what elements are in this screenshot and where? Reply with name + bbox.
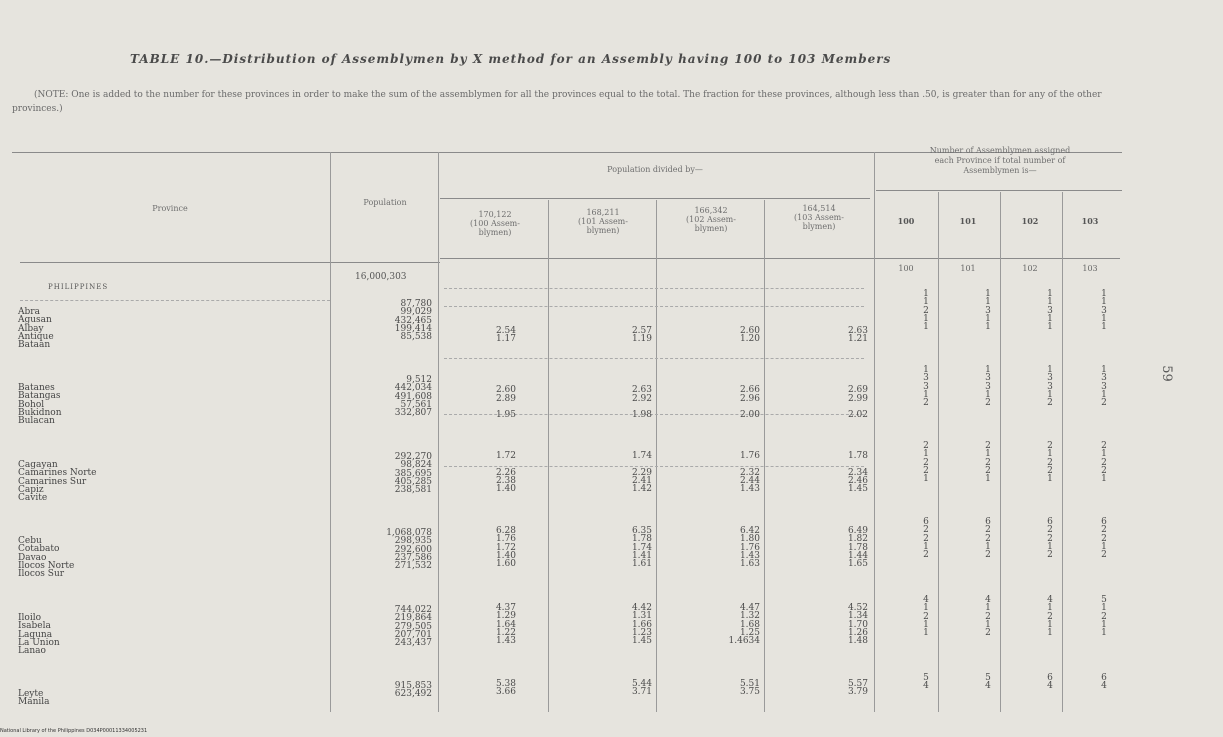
vrule-1 <box>330 152 331 712</box>
header-divided-by: Population divided by— <box>607 165 703 174</box>
header-div-103-sub: (103 Assem- <box>794 213 844 222</box>
header-div-101-sub2: blymen) <box>586 226 620 235</box>
province-group-3: Cagayan Camarines Norte Camarines Sur Capiz Cavite <box>18 460 97 504</box>
div100-group-2: 2.60 2.89 1.95 <box>495 385 516 421</box>
div101-group-6: 5.44 3.71 <box>631 679 652 698</box>
div102-group-2: 2.66 2.96 2.00 <box>739 385 760 421</box>
div102-group-5: 4.47 1.32 1.68 1.25 1.4634 <box>728 603 760 647</box>
population-group-5: 744,022 219,864 279,505 207,701 243,437 <box>394 605 432 649</box>
n101-group-2: 1 3 3 1 2 <box>985 365 991 409</box>
div103-group-6: 5.57 3.79 <box>847 679 868 698</box>
div103-group-1: 2.63 1.21 <box>847 325 868 344</box>
div101-group-3: 1.74 2.29 2.41 1.42 <box>631 451 652 495</box>
vrule-5 <box>764 200 765 712</box>
rule-header-bottom <box>20 262 440 263</box>
population-group-6: 915,853 623,492 <box>394 681 432 700</box>
total-103: 103 <box>1082 264 1098 273</box>
header-population: Population <box>363 198 407 207</box>
province-group-1: Abra Agusan Albay Antique Bataan <box>18 307 54 351</box>
div100-group-6: 5.38 3.66 <box>495 679 516 698</box>
n101-group-1: 1 1 3 1 1 <box>985 289 991 333</box>
div101-group-1: 2.57 1.19 <box>631 325 652 344</box>
total-100: 100 <box>898 264 914 273</box>
dash-sep <box>444 358 864 359</box>
dash-sep <box>444 288 864 289</box>
n102-group-6: 6 4 <box>1047 673 1053 692</box>
header-div-103-sub2: blymen) <box>802 222 836 231</box>
div102-group-6: 5.51 3.75 <box>739 679 760 698</box>
header-div-100-sub: (100 Assem- <box>470 219 520 228</box>
n103-group-5: 5 1 2 1 1 <box>1101 595 1107 639</box>
vrule-9 <box>1062 192 1063 712</box>
div103-group-5: 4.52 1.34 1.70 1.26 1.48 <box>847 603 868 647</box>
header-div-101-sub: (101 Assem- <box>578 217 628 226</box>
n100-group-1: 1 1 2 1 1 <box>923 289 929 333</box>
province-group-4: Cebu Cotabato Davao Ilocos Norte Ilocos Sur <box>18 536 75 580</box>
rule-assigned-under <box>876 190 1122 191</box>
rule-header-bottom-2 <box>440 258 1120 259</box>
n100-group-4: 6 2 2 1 2 <box>923 517 929 561</box>
population-group-1: 87,780 99,029 432,465 199,414 85,538 <box>394 299 432 343</box>
vrule-6 <box>874 152 875 712</box>
table-title: TABLE 10.—Distribution of Assemblymen by X method for an Assembly having 100 to 103 Members <box>130 52 892 66</box>
header-div-102-sub2: blymen) <box>694 224 728 233</box>
n100-group-5: 4 1 2 1 1 <box>923 595 929 639</box>
vrule-4 <box>656 200 657 712</box>
div100-group-4: 6.28 1.76 1.72 1.40 1.60 <box>495 526 516 570</box>
vrule-2 <box>438 152 439 712</box>
population-group-2: 9,512 442,034 491,608 57,561 332,807 <box>394 375 432 419</box>
n101-group-4: 6 2 2 1 2 <box>985 517 991 561</box>
header-count-101: 101 <box>959 216 977 226</box>
header-province: Province <box>152 204 188 213</box>
div102-group-1: 2.60 1.20 <box>739 325 760 344</box>
n101-group-6: 5 4 <box>985 673 991 692</box>
n101-group-5: 4 1 2 1 2 <box>985 595 991 639</box>
div101-group-4: 6.35 1.78 1.74 1.41 1.61 <box>631 526 652 570</box>
dash-sep <box>444 306 864 307</box>
header-count-103: 103 <box>1081 216 1099 226</box>
total-101: 101 <box>960 264 976 273</box>
population-group-4: 1,068,078 298,935 292,600 237,586 271,532 <box>386 528 432 572</box>
header-assigned-2: each Province if total number of <box>934 156 1066 165</box>
div101-group-2: 2.63 2.92 1.98 <box>631 385 652 421</box>
province-group-2: Batanes Batangas Bohol Bukidnon Bulacan <box>18 383 62 427</box>
dash-sep <box>20 300 330 301</box>
total-102: 102 <box>1022 264 1038 273</box>
n100-group-2: 1 3 3 1 2 <box>923 365 929 409</box>
header-assigned-1: Number of Assemblymen assigned <box>929 146 1071 155</box>
div103-group-3: 1.78 2.34 2.46 1.45 <box>847 451 868 495</box>
n100-group-3: 2 1 2 2 1 <box>923 441 929 485</box>
n102-group-5: 4 1 2 1 1 <box>1047 595 1053 639</box>
population-group-3: 292,270 98,824 385,695 405,285 238,581 <box>394 452 432 496</box>
n103-group-1: 1 1 3 1 1 <box>1101 289 1107 333</box>
div100-group-1: 2.54 1.17 <box>495 325 516 344</box>
table-note: (NOTE: One is added to the number for these provinces in order to make the sum of the assemblymen for all the provinces equal to the total. The fraction for these provinces, although less than .50, is greater than for any of the other provinces.) <box>12 90 1102 114</box>
header-count-102: 102 <box>1021 216 1039 226</box>
philippines-label: PHILIPPINES <box>48 283 109 291</box>
header-div-102-sub: (102 Assem- <box>686 215 736 224</box>
n103-group-6: 6 4 <box>1101 673 1107 692</box>
div102-group-4: 6.42 1.80 1.76 1.43 1.63 <box>739 526 760 570</box>
n102-group-4: 6 2 2 1 2 <box>1047 517 1053 561</box>
div103-group-2: 2.69 2.99 2.02 <box>847 385 868 421</box>
n102-group-3: 2 1 2 2 1 <box>1047 441 1053 485</box>
header-div-100-sub2: blymen) <box>478 228 512 237</box>
vrule-7 <box>938 192 939 712</box>
rule-divided-under <box>440 198 870 199</box>
header-div-100-num: 170,122 <box>478 210 512 219</box>
div101-group-5: 4.42 1.31 1.66 1.23 1.45 <box>631 603 652 647</box>
n103-group-3: 2 1 2 2 1 <box>1101 441 1107 485</box>
n102-group-2: 1 3 3 1 2 <box>1047 365 1053 409</box>
n102-group-1: 1 1 3 1 1 <box>1047 289 1053 333</box>
n103-group-4: 6 2 2 1 2 <box>1101 517 1107 561</box>
vrule-3 <box>548 200 549 712</box>
div103-group-4: 6.49 1.82 1.78 1.44 1.65 <box>847 526 868 570</box>
header-div-103-num: 164,514 <box>802 204 836 213</box>
footer-credit: National Library of the Philippines D034P00011334005231 <box>0 728 148 734</box>
header-assigned-3: Assemblymen is— <box>963 166 1037 175</box>
page-number: 59 <box>1158 365 1174 382</box>
div100-group-5: 4.37 1.29 1.64 1.22 1.43 <box>495 603 516 647</box>
n103-group-2: 1 3 3 1 2 <box>1101 365 1107 409</box>
header-div-101-num: 168,211 <box>586 208 620 217</box>
n100-group-6: 5 4 <box>923 673 929 692</box>
vrule-8 <box>1000 192 1001 712</box>
province-group-5: Iloilo Isabela Laguna La Union Lanao <box>18 613 60 657</box>
header-count-100: 100 <box>897 216 915 226</box>
div100-group-3: 1.72 2.26 2.38 1.40 <box>495 451 516 495</box>
header-div-102-num: 166,342 <box>694 206 728 215</box>
n101-group-3: 2 1 2 2 1 <box>985 441 991 485</box>
div102-group-3: 1.76 2.32 2.44 1.43 <box>739 451 760 495</box>
province-group-6: Leyte Manila <box>18 689 50 708</box>
philippines-population: 16,000,303 <box>355 272 407 282</box>
